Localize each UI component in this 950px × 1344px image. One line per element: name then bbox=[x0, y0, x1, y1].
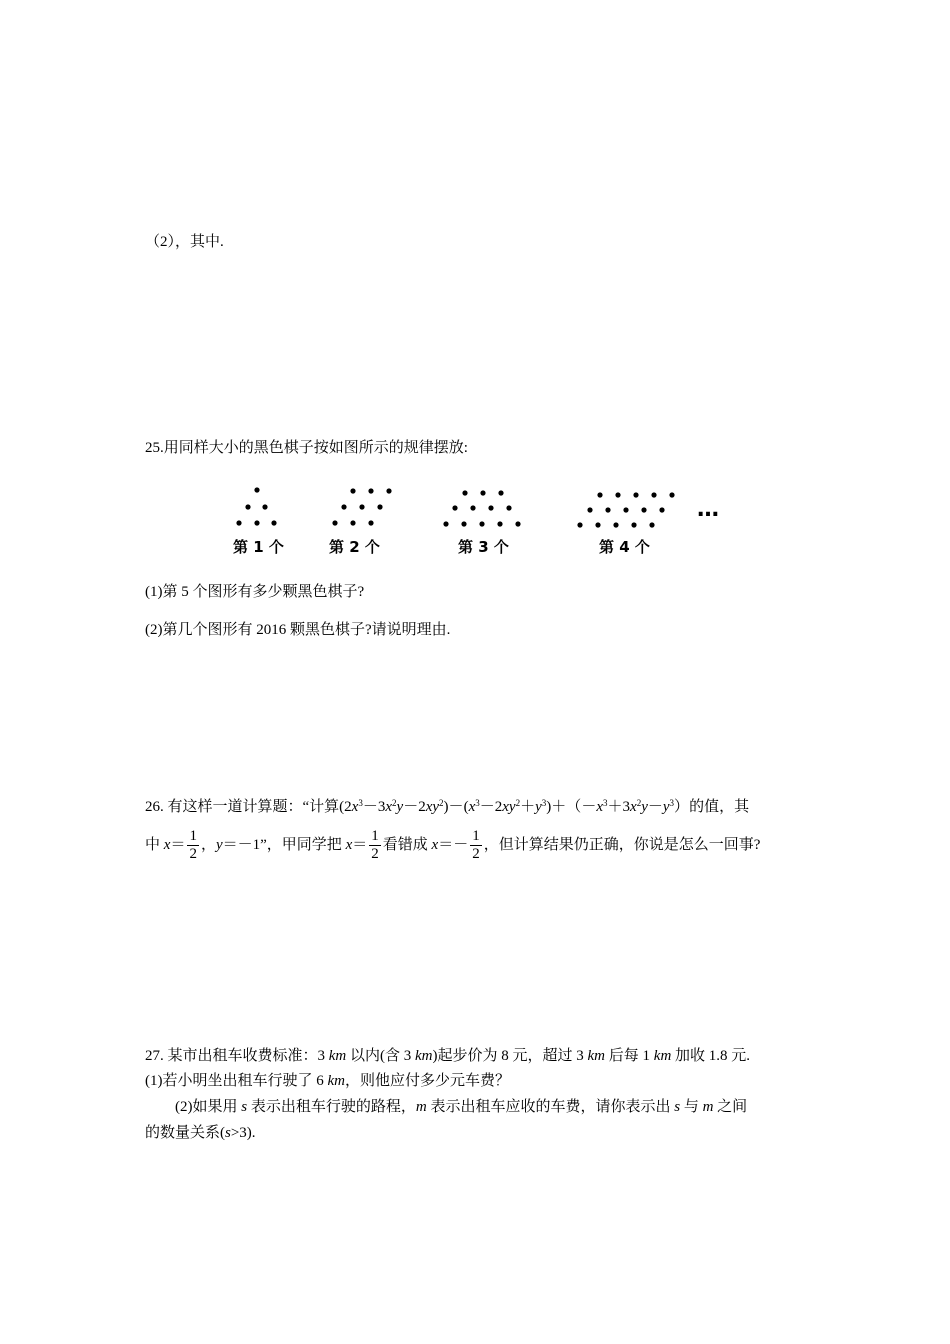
fraction-half bbox=[369, 828, 381, 863]
stone bbox=[480, 490, 485, 495]
stone bbox=[613, 522, 618, 527]
exponent: 2 bbox=[392, 798, 397, 808]
op-minus: － bbox=[479, 799, 495, 815]
op-plus: ＋ bbox=[551, 799, 567, 815]
fraction-numerator: 1 bbox=[189, 828, 197, 845]
figure-label-3: 第 3 个 bbox=[458, 538, 509, 556]
q27-line3 bbox=[175, 1097, 747, 1117]
q26-line1 bbox=[145, 797, 749, 817]
stone bbox=[377, 504, 382, 509]
fraction-half bbox=[470, 828, 482, 863]
stone bbox=[350, 520, 355, 525]
stone bbox=[479, 521, 484, 526]
coef: 3 bbox=[377, 799, 386, 815]
op-minus: － bbox=[448, 799, 464, 815]
exponent: 3 bbox=[669, 798, 675, 808]
paren: ) bbox=[546, 799, 552, 815]
q27-text: >3). bbox=[230, 1125, 256, 1141]
q26-text: 看错成 bbox=[382, 837, 432, 853]
stone bbox=[262, 504, 267, 509]
q27-text: 后每 1 bbox=[605, 1048, 654, 1064]
stone bbox=[649, 522, 654, 527]
stone bbox=[605, 507, 610, 512]
stone bbox=[332, 520, 337, 525]
paren: ( bbox=[463, 799, 469, 815]
stone bbox=[669, 492, 674, 497]
stone bbox=[443, 521, 448, 526]
var-x: x bbox=[351, 799, 359, 815]
stone bbox=[577, 522, 582, 527]
stone bbox=[641, 507, 646, 512]
stone bbox=[597, 492, 602, 497]
stone bbox=[623, 507, 628, 512]
paren: ) bbox=[443, 799, 449, 815]
var-x: x bbox=[163, 837, 171, 853]
q24-part2: （2），其中. bbox=[145, 234, 224, 250]
var-y: y bbox=[662, 799, 670, 815]
coef: 2 bbox=[418, 799, 426, 815]
pattern-2 bbox=[332, 488, 391, 525]
stone bbox=[271, 520, 276, 525]
q27-text: 表示出租车应收的车费，请你表示出 bbox=[426, 1099, 675, 1115]
var-x: x bbox=[425, 799, 433, 815]
q25-stem: 25.用同样大小的黑色棋子按如图所示的规律摆放: bbox=[145, 440, 468, 456]
stone bbox=[341, 504, 346, 509]
stone bbox=[615, 492, 620, 497]
var-y: y bbox=[396, 799, 404, 815]
var-y: y bbox=[641, 799, 648, 815]
var-y: y bbox=[432, 799, 440, 815]
op-eq: ＝ bbox=[170, 837, 186, 853]
figure-label-2: 第 2 个 bbox=[329, 538, 380, 556]
paren: （ bbox=[566, 799, 582, 815]
pattern-3 bbox=[443, 490, 520, 526]
stone bbox=[488, 505, 493, 510]
var-x: x bbox=[468, 799, 476, 815]
q25-part1: (1)第 5 个图形有多少颗黑色棋子? bbox=[145, 584, 365, 600]
op-minus: － bbox=[403, 799, 419, 815]
q27-text: 之间 bbox=[713, 1099, 748, 1115]
fraction-numerator: 1 bbox=[472, 828, 480, 845]
q27-text: 与 bbox=[680, 1099, 703, 1115]
pattern-4 bbox=[577, 492, 674, 527]
unit-km: km bbox=[328, 1048, 347, 1064]
var-x: x bbox=[385, 799, 393, 815]
q26-text: 中 bbox=[145, 837, 164, 853]
fraction-half bbox=[187, 828, 199, 863]
var-s: s bbox=[225, 1125, 231, 1141]
stone bbox=[461, 521, 466, 526]
op-minus: － bbox=[647, 799, 663, 815]
stone bbox=[651, 492, 656, 497]
stone bbox=[515, 521, 520, 526]
q27-line2 bbox=[145, 1071, 510, 1091]
q27-line1 bbox=[145, 1046, 750, 1066]
coef: 3 bbox=[622, 799, 631, 815]
exponent: 2 bbox=[515, 798, 521, 808]
q27-text: (1)若小明坐出租车行驶了 6 bbox=[145, 1073, 328, 1089]
var-m: m bbox=[702, 1099, 714, 1115]
comma: ， bbox=[200, 837, 216, 853]
stone bbox=[631, 522, 636, 527]
op-minus: － bbox=[362, 799, 378, 815]
stone bbox=[254, 487, 259, 492]
q26-tail: 的值，其 bbox=[689, 799, 750, 815]
var-x: x bbox=[596, 799, 603, 815]
stone bbox=[595, 522, 600, 527]
unit-km: km bbox=[327, 1073, 345, 1089]
stone bbox=[452, 505, 457, 510]
op-minus: － bbox=[581, 799, 597, 815]
var-x: x bbox=[431, 837, 439, 853]
ellipsis-mark: … bbox=[697, 497, 719, 522]
stone bbox=[506, 505, 511, 510]
stone bbox=[386, 488, 391, 493]
var-y: y bbox=[508, 799, 516, 815]
stone bbox=[236, 520, 241, 525]
var-s: s bbox=[241, 1099, 248, 1115]
exponent: 2 bbox=[439, 798, 444, 808]
unit-km: km bbox=[415, 1048, 433, 1064]
unit-km: km bbox=[587, 1048, 606, 1064]
q27-text: 的数量关系( bbox=[145, 1125, 225, 1141]
stone bbox=[462, 490, 467, 495]
q26-line2 bbox=[145, 826, 760, 864]
unit-km: km bbox=[653, 1048, 672, 1064]
q27-text: 加收 1.8 元. bbox=[671, 1048, 751, 1064]
q27-text: 以内(含 3 bbox=[346, 1048, 416, 1064]
stone bbox=[633, 492, 638, 497]
q27-text: (2)如果用 bbox=[175, 1099, 242, 1115]
var-x: x bbox=[502, 799, 509, 815]
stone bbox=[659, 507, 664, 512]
q26-text: ＝－1”，甲同学把 bbox=[222, 837, 346, 853]
pattern-1 bbox=[236, 487, 276, 525]
q27-text: ，则他应付多少元车费？ bbox=[345, 1073, 511, 1089]
op-eq: ＝ bbox=[352, 837, 368, 853]
op-eq-neg: ＝－ bbox=[438, 837, 469, 853]
q27-text: 表示出租车行驶的路程， bbox=[247, 1099, 416, 1115]
q27-text: 27. 某市出租车收费标准：3 bbox=[145, 1048, 329, 1064]
fraction-denominator: 2 bbox=[472, 846, 480, 863]
q26-tail: ，但计算结果仍正确，你说是怎么一回事? bbox=[483, 837, 761, 853]
exponent: 3 bbox=[475, 798, 480, 808]
fraction-denominator: 2 bbox=[189, 846, 197, 863]
op-plus: ＋ bbox=[520, 799, 536, 815]
exponent: 3 bbox=[358, 798, 363, 808]
stone bbox=[368, 488, 373, 493]
paren: ） bbox=[674, 799, 690, 815]
stone bbox=[498, 490, 503, 495]
var-s: s bbox=[674, 1099, 681, 1115]
q25-part2: (2)第几个图形有 2016 颗黑色棋子?请说明理由. bbox=[145, 622, 451, 638]
exponent: 3 bbox=[603, 798, 608, 808]
coef: 2 bbox=[494, 799, 503, 815]
q26-text: 26. 有这样一道计算题：“计算(2 bbox=[145, 799, 352, 815]
stone bbox=[254, 520, 259, 525]
stone bbox=[368, 520, 373, 525]
var-x: x bbox=[630, 799, 637, 815]
stone bbox=[245, 504, 250, 509]
stone bbox=[350, 488, 355, 493]
fraction-numerator: 1 bbox=[371, 828, 379, 845]
stone bbox=[587, 507, 592, 512]
q27-text: )起步价为 8 元，超过 3 bbox=[432, 1048, 588, 1064]
var-m: m bbox=[415, 1099, 427, 1115]
var-y: y bbox=[535, 799, 542, 815]
figure-label-4: 第 4 个 bbox=[599, 538, 650, 556]
q27-line4 bbox=[145, 1123, 256, 1143]
stone bbox=[470, 505, 475, 510]
var-x: x bbox=[345, 837, 353, 853]
op-plus: ＋ bbox=[607, 799, 623, 815]
exponent: 3 bbox=[541, 798, 547, 808]
figure-label-1: 第 1 个 bbox=[233, 538, 284, 556]
fraction-denominator: 2 bbox=[371, 846, 379, 863]
chess-pattern-figure bbox=[225, 478, 745, 563]
stone bbox=[497, 521, 502, 526]
stone bbox=[359, 504, 364, 509]
var-y: y bbox=[215, 837, 223, 853]
chess-pattern-svg bbox=[225, 478, 745, 558]
exponent: 2 bbox=[636, 798, 642, 808]
